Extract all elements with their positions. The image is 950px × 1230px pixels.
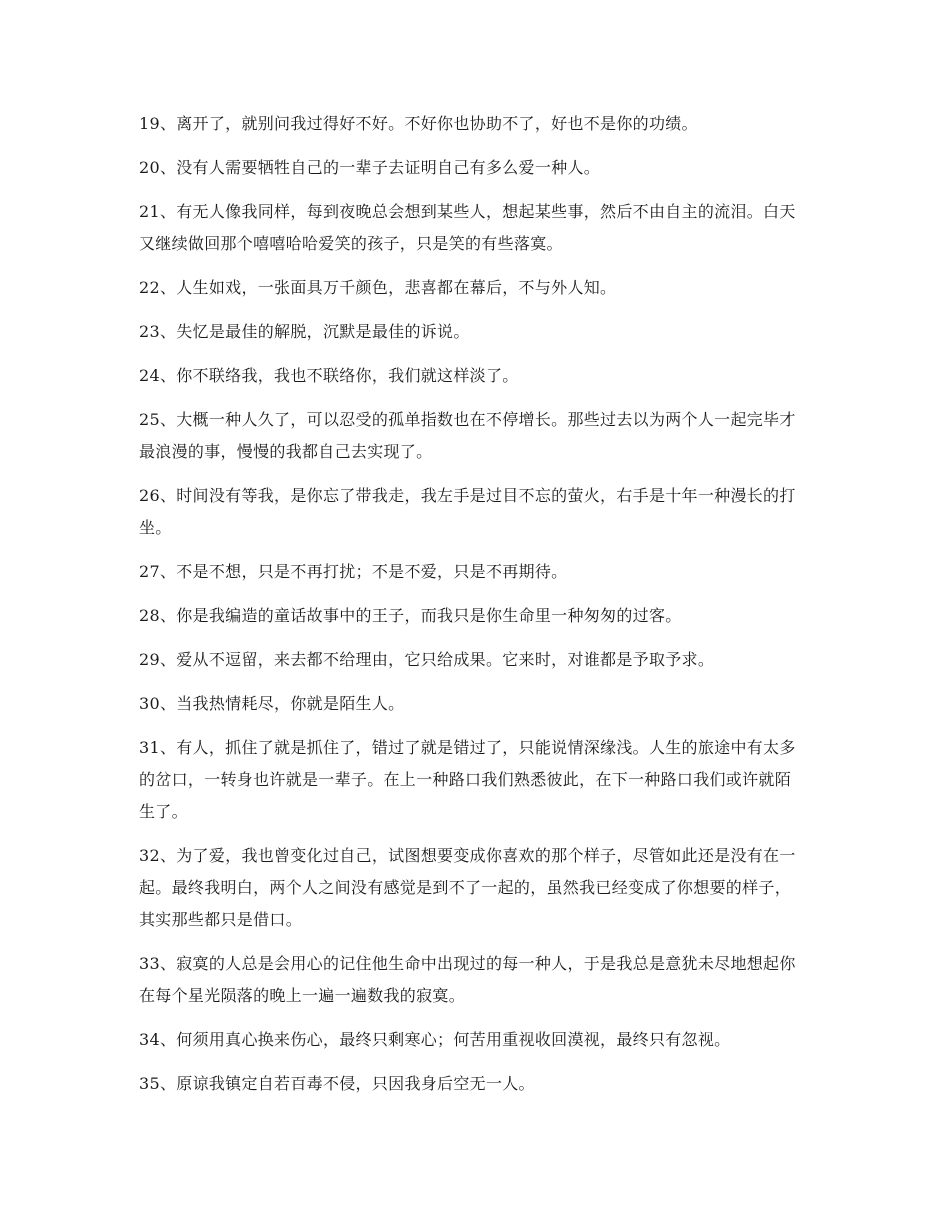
quote-26: 26、时间没有等我，是你忘了带我走，我左手是过目不忘的萤火，右手是十年一种漫长的打坐。: [139, 486, 796, 537]
quote-28: 28、你是我编造的童话故事中的王子，而我只是你生命里一种匆匆的过客。: [139, 606, 682, 625]
quote-25: 25、大概一种人久了，可以忍受的孤单指数也在不停增长。那些过去以为两个人一起完毕才最浪漫的事，慢慢的我都自己去实现了。: [139, 410, 796, 461]
quote-21: 21、有无人像我同样，每到夜晚总会想到某些人，想起某些事，然后不由自主的流泪。白天又继续做回那个嘻嘻哈哈爱笑的孩子，只是笑的有些落寞。: [139, 202, 796, 253]
quote-34: 34、何须用真心换来伤心，最终只剩寒心；何苦用重视收回漠视，最终只有忽视。: [139, 1030, 731, 1049]
quote-19: 19、离开了，就别问我过得好不好。不好你也协助不了，好也不是你的功绩。: [139, 114, 698, 133]
quote-33: 33、寂寞的人总是会用心的记住他生命中出现过的每一种人，于是我总是意犹未尽地想起你在每个星光陨落的晚上一遍一遍数我的寂寞。: [139, 954, 796, 1005]
quote-20: 20、没有人需要牺牲自己的一辈子去证明自己有多么爱一种人。: [139, 158, 601, 177]
quote-31: 31、有人，抓住了就是抓住了，错过了就是错过了，只能说情深缘浅。人生的旅途中有太多的岔口，一转身也许就是一辈子。在上一种路口我们熟悉彼此，在下一种路口我们或许就陌生了。: [139, 738, 796, 821]
quote-24: 24、你不联络我，我也不联络你，我们就这样淡了。: [139, 366, 519, 385]
quote-27: 27、不是不想，只是不再打扰；不是不爱，只是不再期待。: [139, 562, 568, 581]
quote-32: 32、为了爱，我也曾变化过自己，试图想要变成你喜欢的那个样子，尽管如此还是没有在一起。最终我明白，两个人之间没有感觉是到不了一起的，虽然我已经变成了你想要的样子，其实那些都只是借口。: [139, 846, 796, 929]
quote-22: 22、人生如戏，一张面具万千颜色，悲喜都在幕后，不与外人知。: [139, 278, 617, 297]
quote-35: 35、原谅我镇定自若百毒不侵，只因我身后空无一人。: [139, 1074, 535, 1093]
document-body: [139, 108, 807, 1100]
quote-23: 23、失忆是最佳的解脱，沉默是最佳的诉说。: [139, 322, 470, 341]
quote-29: 29、爱从不逗留，来去都不给理由，它只给成果。它来时，对谁都是予取予求。: [139, 650, 715, 669]
quote-30: 30、当我热情耗尽，你就是陌生人。: [139, 694, 405, 713]
